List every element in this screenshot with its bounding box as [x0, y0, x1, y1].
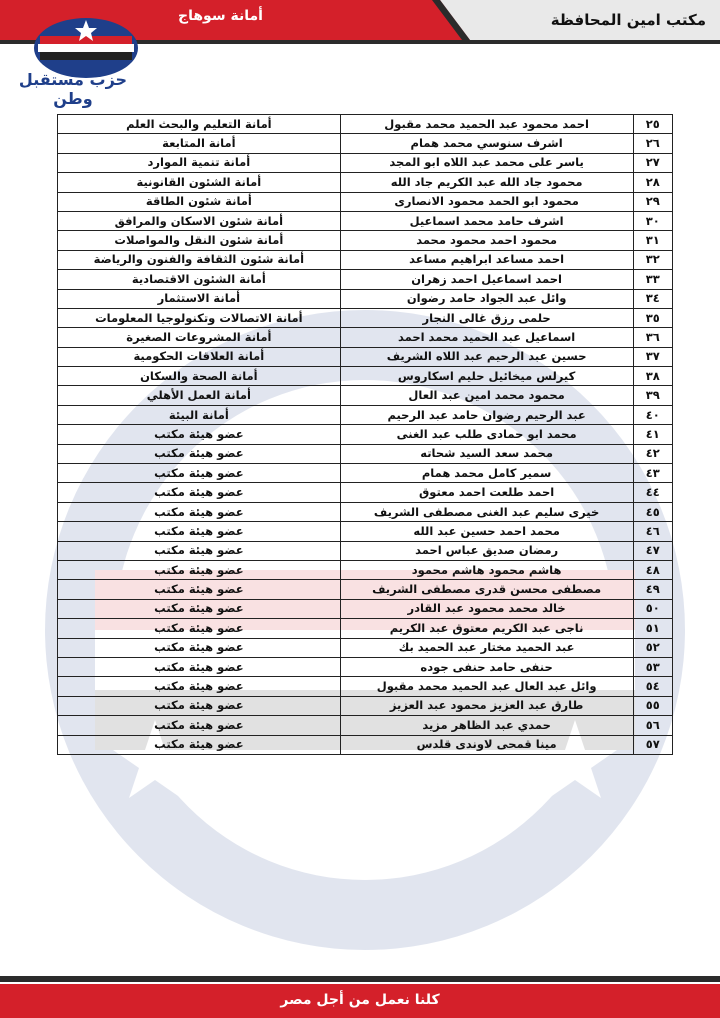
row-number: ٤٨ — [633, 560, 673, 579]
row-number: ٥٤ — [633, 677, 673, 696]
member-name: محمد احمد حسين عبد الله — [340, 522, 633, 541]
row-number: ٥٣ — [633, 657, 673, 676]
row-number: ٥٥ — [633, 696, 673, 715]
row-number: ٤٠ — [633, 405, 673, 424]
member-name: حمدي عبد الظاهر مزيد — [340, 716, 633, 735]
row-number: ٤٦ — [633, 522, 673, 541]
row-number: ٥٦ — [633, 716, 673, 735]
row-number: ٤٩ — [633, 580, 673, 599]
member-role: أمانة العمل الأهلي — [58, 386, 341, 405]
table-row — [58, 580, 673, 599]
row-number: ٥٧ — [633, 735, 673, 754]
table-row — [58, 211, 673, 230]
member-role: عضو هيئة مكتب — [58, 483, 341, 502]
table-row — [58, 386, 673, 405]
member-name: حسين عبد الرحيم عبد اللاه الشريف — [340, 347, 633, 366]
member-name: محمد سعد السيد شحاته — [340, 444, 633, 463]
table-row — [58, 250, 673, 269]
row-number: ٢٨ — [633, 173, 673, 192]
header-title: مكتب امين المحافظة — [550, 11, 706, 29]
table-row — [58, 347, 673, 366]
row-number: ٣٥ — [633, 308, 673, 327]
member-role: أمانة شئون الاسكان والمرافق — [58, 211, 341, 230]
member-role: عضو هيئة مكتب — [58, 696, 341, 715]
member-role: عضو هيئة مكتب — [58, 619, 341, 638]
member-name: عبد الرحيم رضوان حامد عبد الرحيم — [340, 405, 633, 424]
member-name: حلمى رزق غالى النجار — [340, 308, 633, 327]
member-role: أمانة التعليم والبحث العلم — [58, 115, 341, 134]
row-number: ٢٩ — [633, 192, 673, 211]
member-role: عضو هيئة مكتب — [58, 464, 341, 483]
row-number: ٥٢ — [633, 638, 673, 657]
member-role: عضو هيئة مكتب — [58, 716, 341, 735]
table-row — [58, 405, 673, 424]
member-name: وائل عبد الجواد حامد رضوان — [340, 289, 633, 308]
row-number: ٣٣ — [633, 270, 673, 289]
member-name: سمير كامل محمد همام — [340, 464, 633, 483]
row-number: ٣٨ — [633, 367, 673, 386]
row-number: ٤٤ — [633, 483, 673, 502]
member-name: خالد محمد محمود عبد القادر — [340, 599, 633, 618]
table-row — [58, 638, 673, 657]
member-role: أمانة الشئون القانونية — [58, 173, 341, 192]
member-name: محمود احمد محمود محمد — [340, 231, 633, 250]
table-row — [58, 134, 673, 153]
table-row — [58, 696, 673, 715]
member-name: اسماعيل عبد الحميد محمد احمد — [340, 328, 633, 347]
member-name: طارق عبد العزيز محمود عبد العزيز — [340, 696, 633, 715]
table-row — [58, 192, 673, 211]
row-number: ٢٦ — [633, 134, 673, 153]
row-number: ٣٤ — [633, 289, 673, 308]
member-name: رمضان صديق عباس احمد — [340, 541, 633, 560]
members-table-body — [58, 115, 673, 755]
member-role: أمانة الاتصالات وتكنولوجيا المعلومات — [58, 308, 341, 327]
member-name: محمد ابو حمادى طلب عبد الغنى — [340, 425, 633, 444]
member-role: عضو هيئة مكتب — [58, 560, 341, 579]
row-number: ٢٧ — [633, 153, 673, 172]
member-name: احمد مساعد ابراهيم مساعد — [340, 250, 633, 269]
table-row — [58, 153, 673, 172]
member-role: عضو هيئة مكتب — [58, 735, 341, 754]
member-role: عضو هيئة مكتب — [58, 657, 341, 676]
member-name: احمد اسماعيل احمد زهران — [340, 270, 633, 289]
member-role: أمانة تنمية الموارد — [58, 153, 341, 172]
row-number: ٤١ — [633, 425, 673, 444]
header-section-name: أمانة سوهاج — [178, 8, 263, 24]
row-number: ٣٠ — [633, 211, 673, 230]
table-row — [58, 173, 673, 192]
table-row — [58, 619, 673, 638]
member-role: عضو هيئة مكتب — [58, 425, 341, 444]
row-number: ٣٦ — [633, 328, 673, 347]
row-number: ٣٧ — [633, 347, 673, 366]
table-row — [58, 115, 673, 134]
row-number: ٤٣ — [633, 464, 673, 483]
member-name: مينا قمحى لاوندى قلدس — [340, 735, 633, 754]
row-number: ٤٥ — [633, 502, 673, 521]
member-role: أمانة البيئة — [58, 405, 341, 424]
member-role: عضو هيئة مكتب — [58, 599, 341, 618]
member-role: عضو هيئة مكتب — [58, 541, 341, 560]
table-row — [58, 464, 673, 483]
member-name: ياسر على محمد عبد اللاه ابو المجد — [340, 153, 633, 172]
member-role: أمانة العلاقات الحكومية — [58, 347, 341, 366]
member-role: عضو هيئة مكتب — [58, 580, 341, 599]
row-number: ٣١ — [633, 231, 673, 250]
table-row — [58, 328, 673, 347]
member-name: محمود محمد امين عبد العال — [340, 386, 633, 405]
member-role: أمانة الاستثمار — [58, 289, 341, 308]
table-row — [58, 502, 673, 521]
member-name: عبد الحميد مختار عبد الحميد بك — [340, 638, 633, 657]
member-name: هاشم محمود هاشم محمود — [340, 560, 633, 579]
member-name: احمد طلعت احمد معتوق — [340, 483, 633, 502]
members-table — [57, 114, 673, 755]
member-name: محمود جاد الله عبد الكريم جاد الله — [340, 173, 633, 192]
member-name: مصطفى محسن قدرى مصطفى الشريف — [340, 580, 633, 599]
member-role: أمانة شئون الطاقة — [58, 192, 341, 211]
table-row — [58, 599, 673, 618]
row-number: ٤٧ — [633, 541, 673, 560]
member-role: عضو هيئة مكتب — [58, 638, 341, 657]
footer-slogan: كلنا نعمل من أجل مصر — [280, 992, 440, 1008]
table-row — [58, 716, 673, 735]
row-number: ٢٥ — [633, 115, 673, 134]
member-role: أمانة شئون الثقافة والفنون والرياضة — [58, 250, 341, 269]
table-row — [58, 444, 673, 463]
member-name: حنفى حامد حنفى جوده — [340, 657, 633, 676]
row-number: ٣٩ — [633, 386, 673, 405]
member-name: وائل عبد العال عبد الحميد محمد مقبول — [340, 677, 633, 696]
table-row — [58, 425, 673, 444]
row-number: ٥١ — [633, 619, 673, 638]
member-role: أمانة الشئون الاقتصادية — [58, 270, 341, 289]
member-role: أمانة المشروعات الصغيرة — [58, 328, 341, 347]
member-name: اشرف حامد محمد اسماعيل — [340, 211, 633, 230]
member-role: أمانة شئون النقل والمواصلات — [58, 231, 341, 250]
table-row — [58, 231, 673, 250]
member-name: كيرلس ميخائيل حليم اسكاروس — [340, 367, 633, 386]
member-role: عضو هيئة مكتب — [58, 502, 341, 521]
member-role: أمانة الصحة والسكان — [58, 367, 341, 386]
row-number: ٤٢ — [633, 444, 673, 463]
table-row — [58, 483, 673, 502]
table-row — [58, 560, 673, 579]
member-role: عضو هيئة مكتب — [58, 677, 341, 696]
table-row — [58, 289, 673, 308]
member-name: احمد محمود عبد الحميد محمد مقبول — [340, 115, 633, 134]
table-row — [58, 657, 673, 676]
table-row — [58, 308, 673, 327]
member-name: محمود ابو الحمد محمود الانصارى — [340, 192, 633, 211]
table-row — [58, 522, 673, 541]
table-row — [58, 270, 673, 289]
member-role: عضو هيئة مكتب — [58, 522, 341, 541]
row-number: ٣٢ — [633, 250, 673, 269]
table-row — [58, 677, 673, 696]
member-name: ناجى عبد الكريم معتوق عبد الكريم — [340, 619, 633, 638]
table-row — [58, 735, 673, 754]
table-row — [58, 367, 673, 386]
member-name: اشرف سنوسي محمد همام — [340, 134, 633, 153]
member-role: أمانة المتابعة — [58, 134, 341, 153]
table-row — [58, 541, 673, 560]
member-name: خيرى سليم عبد الغنى مصطفى الشريف — [340, 502, 633, 521]
row-number: ٥٠ — [633, 599, 673, 618]
member-role: عضو هيئة مكتب — [58, 444, 341, 463]
party-logo-text: حزب مستقبل وطن — [18, 70, 128, 108]
